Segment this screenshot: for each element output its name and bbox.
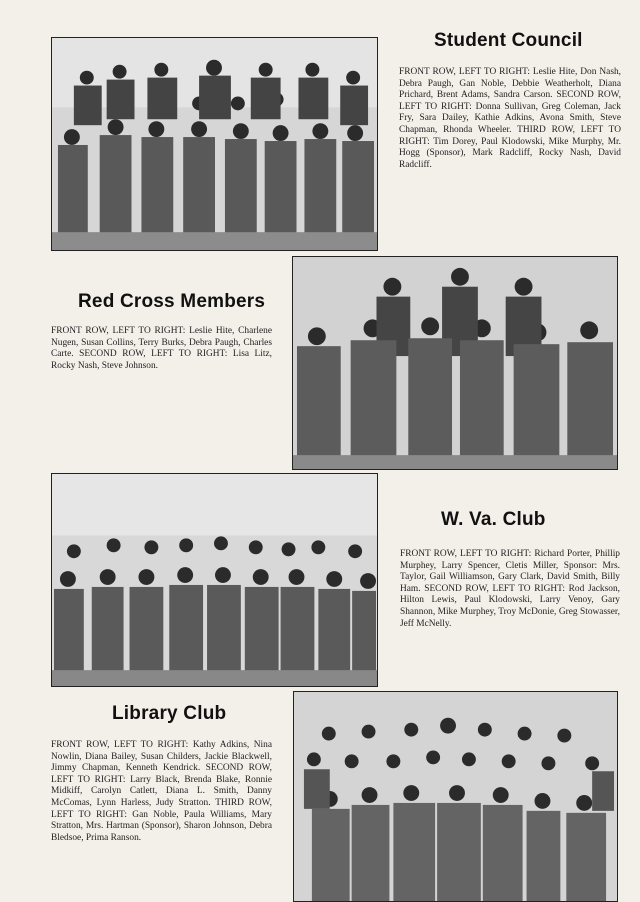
wva-club-title: W. Va. Club: [441, 509, 546, 530]
red-cross-photo-figure: [293, 257, 617, 469]
red-cross-title: Red Cross Members: [78, 291, 266, 312]
wva-club-photo: [51, 473, 378, 687]
library-club-photo: [293, 691, 618, 902]
red-cross-photo: [292, 256, 618, 470]
library-club-title: Library Club: [112, 703, 227, 724]
wva-club-photo-figure: [52, 474, 377, 686]
student-council-caption: FRONT ROW, LEFT TO RIGHT: Leslie Hite, Don Nash, Debra Paugh, Gan Noble, Debbie Weatherholt, Diana Prichard, Brent Adams, Sandra Carson. SECOND ROW, LEFT TO RIGHT: Donna Sullivan, Greg Coleman, Jack Fry, Sara Dailey, Kathie Adkins, Avona Smith, Steve Chapman, Rhonda Wheeler. THIRD ROW, LEFT TO RIGHT: Tim Dorey, Paul Klodowski, Mike Murphy, Mr. Hogg (Sponsor), Mark Radcliff, Rocky Nash, David Radcliff.: [399, 67, 621, 170]
student-council-photo: [51, 37, 378, 251]
wva-club-caption: FRONT ROW, LEFT TO RIGHT: Richard Porter, Phillip Murphey, Larry Spencer, Cletis Miller, Sponsor: Mrs. Taylor, Gail Williamson, Gary Clark, David Smith, Billy Ham. SECOND ROW, LEFT TO RIGHT: Rod Jackson, Hilton Lewis, Paul Klodowski, Larry Venoy, Gary Shannon, Mike Murphey, Troy McDonie, Greg Stowasser, Jeff McNelly.: [400, 549, 620, 629]
library-club-caption: FRONT ROW, LEFT TO RIGHT: Kathy Adkins, Nina Nowlin, Diana Bailey, Susan Childers, Jackie Blackwell, Jimmy Chapman, Kenneth Kendrick. SECOND ROW, LEFT TO RIGHT: Larry Black, Brenda Blake, Ronnie Midkiff, Carolyn Catlett, Diana L. Smith, Danny McComas, Lynn Harless, Judy Stratton. THIRD ROW, LEFT TO RIGHT: Gan Noble, Paula Williams, Mary Stratton, Mrs. Hartman (Sponsor), Sharon Johnson, Debra Bledsoe, Prima Ranson.: [51, 740, 272, 843]
library-club-photo-figure: [294, 692, 617, 901]
student-council-title: Student Council: [434, 30, 583, 51]
red-cross-caption: FRONT ROW, LEFT TO RIGHT: Leslie Hite, Charlene Nugen, Susan Collins, Terry Burks, Debra Paugh, Charles Carte. SECOND ROW, LEFT TO RIGHT: Lisa Litz, Rocky Nash, Steve Johnson.: [51, 326, 272, 371]
student-council-photo-figure: [52, 38, 377, 250]
